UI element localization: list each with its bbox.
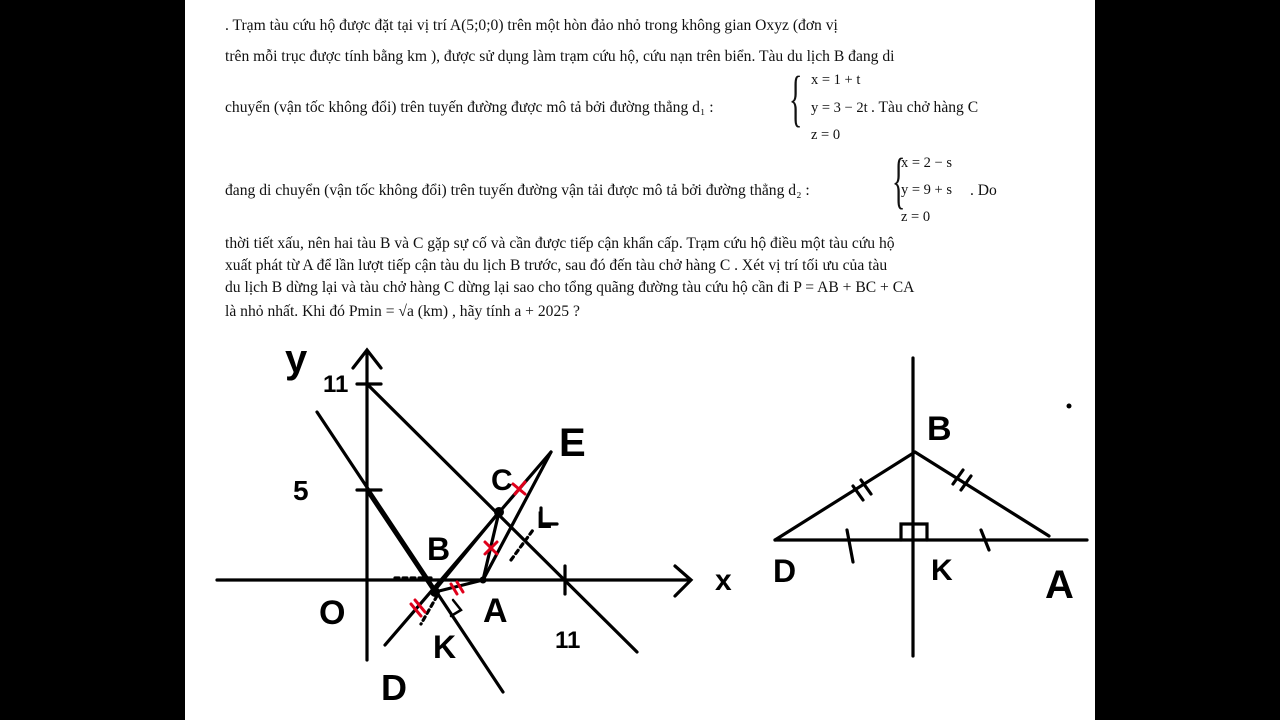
- label-k: K: [433, 629, 457, 665]
- label-y-11: 11: [323, 371, 349, 398]
- sketch-triangle-diagram: [185, 0, 1095, 720]
- segment-d-b: [775, 452, 915, 540]
- d2-eq-x: x = 2 − s: [901, 155, 952, 171]
- system-brace-d2: {: [892, 147, 906, 215]
- problem-line-5: thời tiết xấu, nên hai tàu B và C gặp sự cố và cần được tiếp cận khẩn cấp. Trạm cứu hộ điều một tàu cứu hộ: [225, 235, 895, 252]
- mark-dk: [847, 530, 853, 562]
- label-d2: D: [773, 553, 797, 589]
- label-e: E: [559, 421, 586, 465]
- d2-eq-z: z = 0: [901, 209, 931, 225]
- problem-line-1: . Trạm tàu cứu hộ được đặt tại vị trí A(5;0;0) trên một hòn đảo nhỏ trong không gian Oxyz (đơn vị: [225, 17, 838, 34]
- system-brace-d1: {: [789, 65, 803, 133]
- d2-eq-y: y = 9 + s: [901, 182, 952, 198]
- problem-line-3: chuyển (vận tốc không đổi) trên tuyến đường được mô tả bởi đường thẳng d₁ :: [225, 99, 714, 116]
- problem-line-3-tail: . Tàu chở hàng C: [871, 99, 979, 116]
- problem-line-8: là nhỏ nhất. Khi đó Pmin = √a (km) , hãy tính a + 2025 ?: [225, 303, 580, 320]
- stray-dot: [1067, 404, 1072, 409]
- problem-line-4: đang di chuyển (vận tốc không đổi) trên tuyến đường vận tải được mô tả bởi đường thẳng d₂ :: [225, 182, 810, 199]
- label-k2: K: [931, 554, 953, 587]
- problem-line-4-tail: . Do: [970, 182, 997, 199]
- label-d: D: [381, 667, 407, 708]
- d1-eq-x: x = 1 + t: [811, 72, 861, 88]
- label-y-5: 5: [293, 475, 309, 506]
- label-y: y: [285, 337, 308, 381]
- label-x-11: 11: [555, 627, 581, 654]
- d1-eq-y: y = 3 − 2t: [811, 100, 868, 116]
- problem-line-7: du lịch B dừng lại và tàu chở hàng C dừng lại sao cho tổng quãng đường tàu cứu hộ cần đi P = AB + BC + CA: [225, 279, 915, 296]
- document-page: [185, 0, 1095, 720]
- label-c: C: [491, 464, 513, 497]
- label-b: B: [427, 531, 451, 567]
- problem-line-2: trên mỗi trục được tính bằng km ), được sử dụng làm trạm cứu hộ, cứu nạn trên biển. Tàu du lịch B đang di: [225, 48, 895, 65]
- label-a2: A: [1045, 563, 1074, 607]
- label-origin: O: [319, 594, 346, 632]
- label-x: x: [715, 564, 732, 597]
- label-a: A: [483, 592, 508, 630]
- label-l: L: [537, 507, 552, 534]
- problem-line-6: xuất phát từ A để lần lượt tiếp cận tàu du lịch B trước, sau đó đến tàu chở hàng C . Xét vị trí tối ưu của tàu: [225, 257, 888, 274]
- segment-b-a: [915, 452, 1049, 536]
- label-b2: B: [927, 410, 952, 448]
- d1-eq-z: z = 0: [811, 127, 841, 143]
